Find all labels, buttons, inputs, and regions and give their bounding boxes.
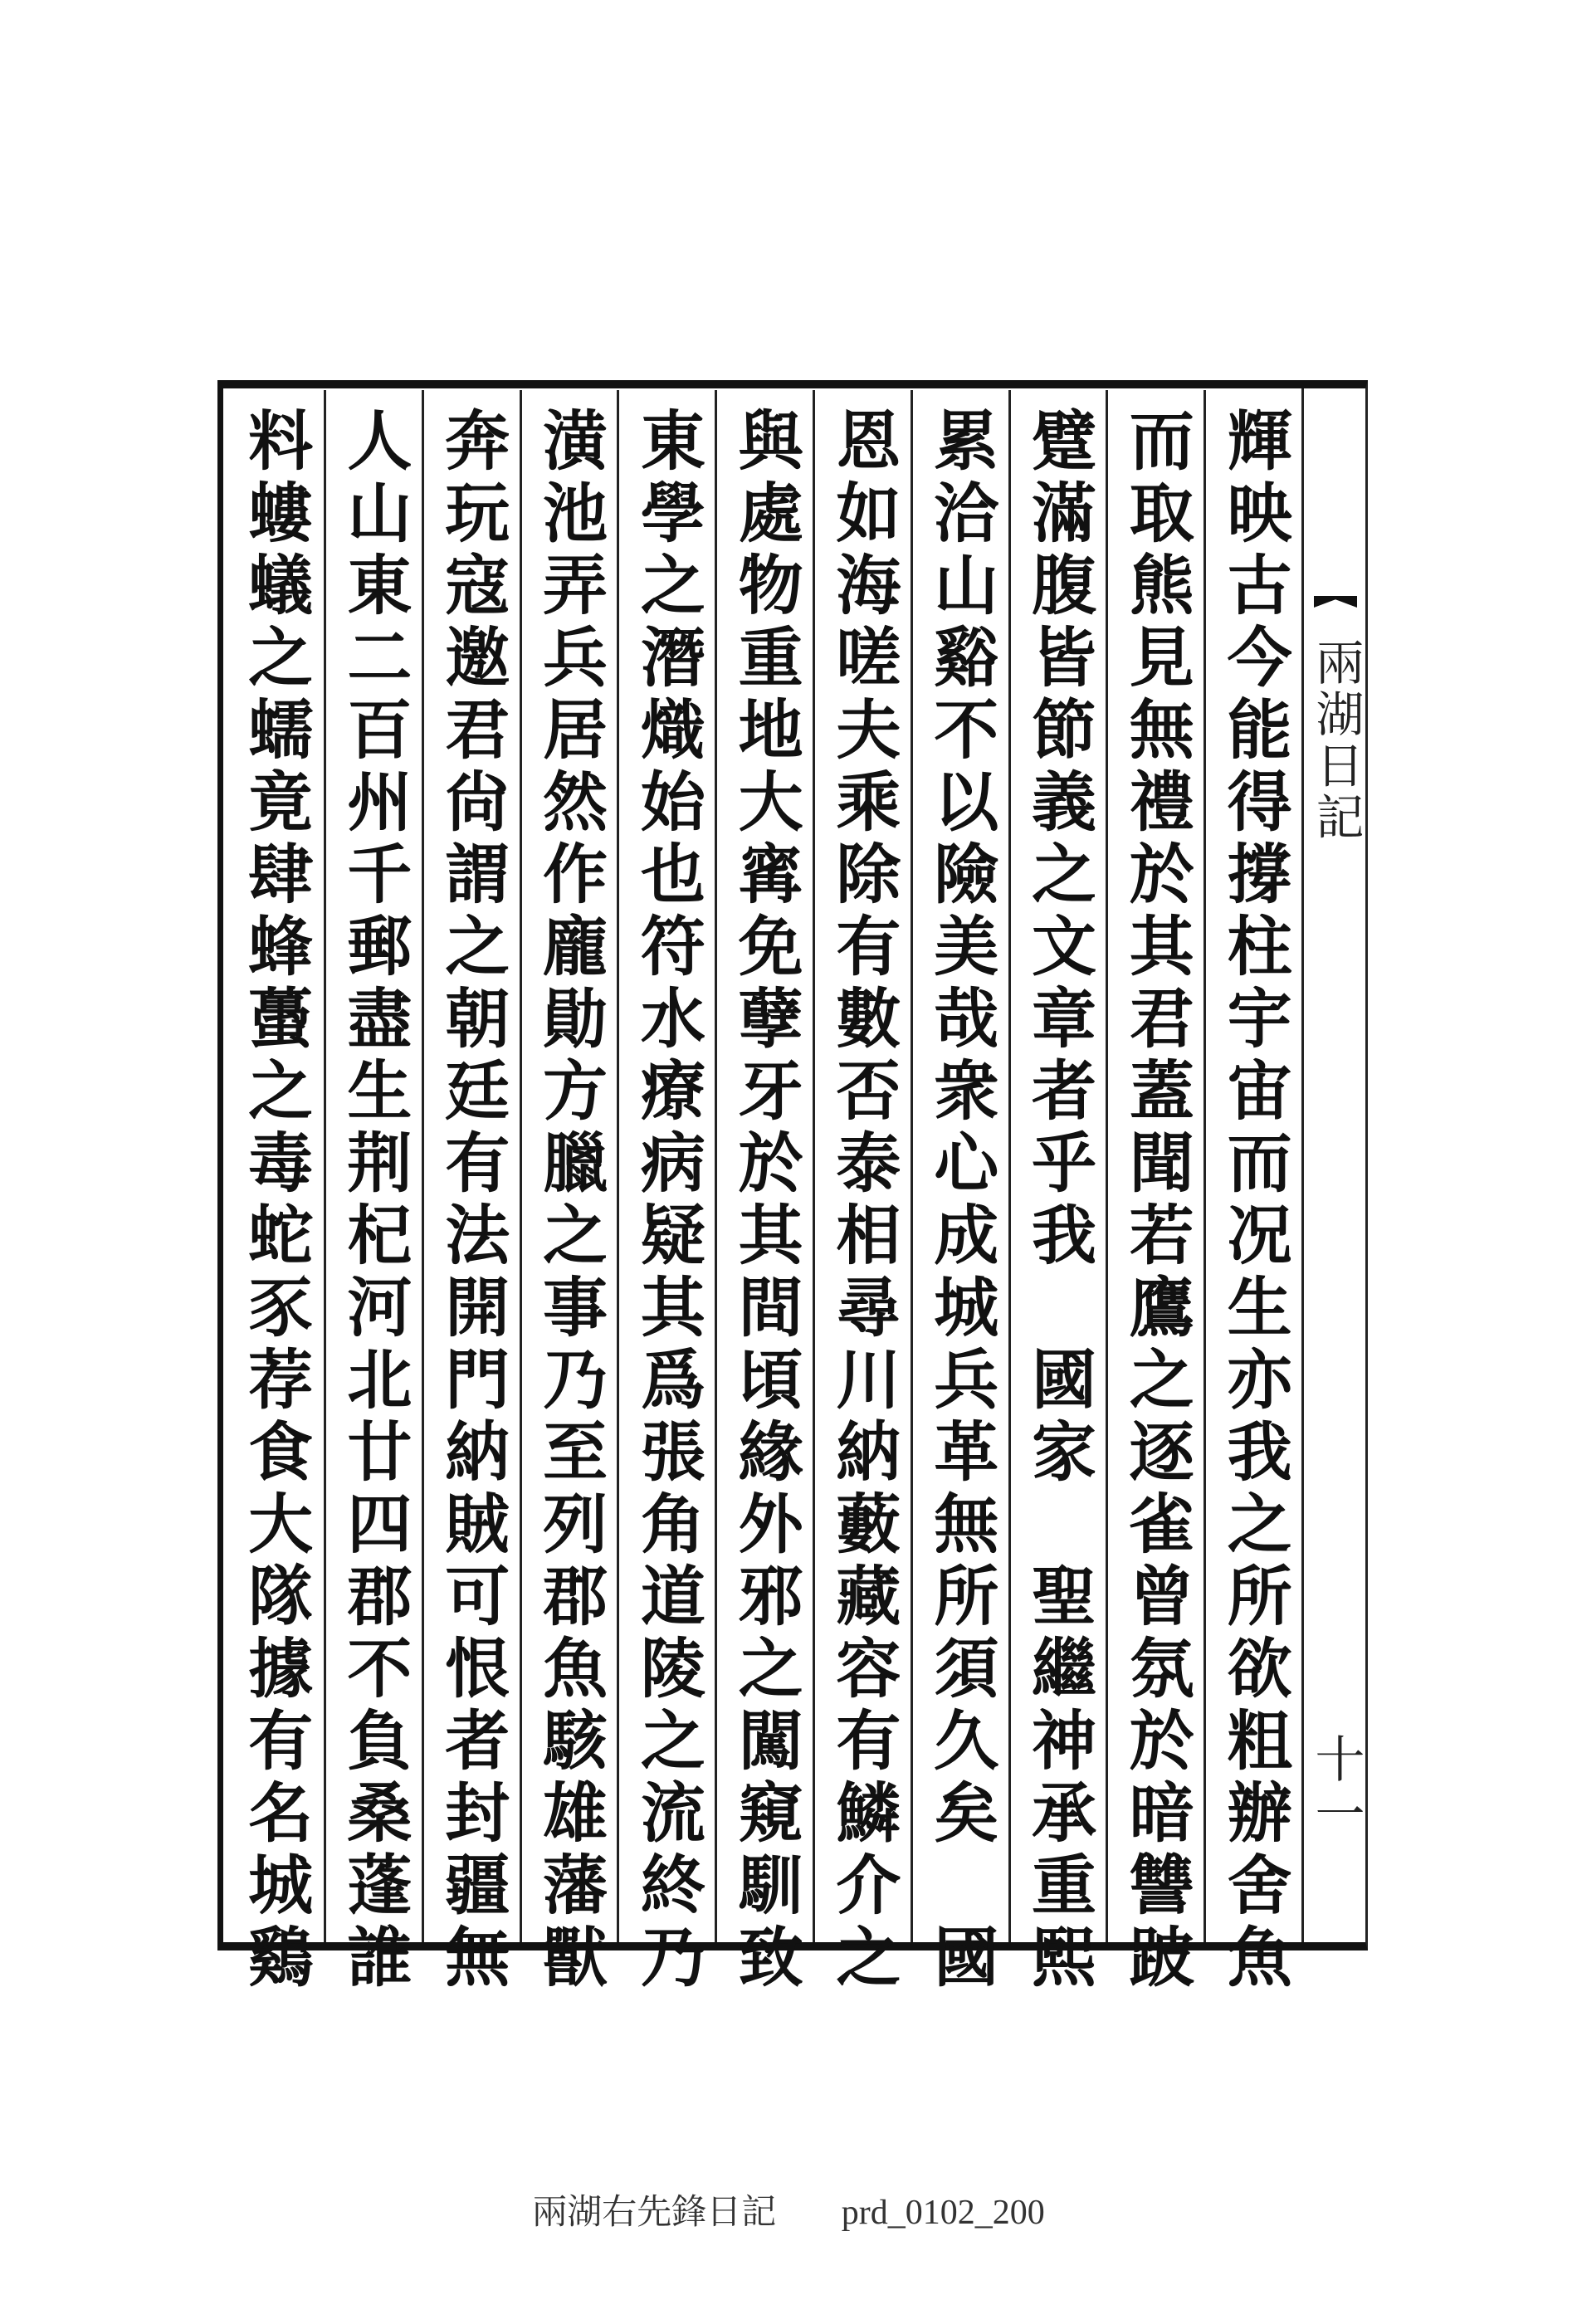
text-column xyxy=(813,390,911,1995)
text-column xyxy=(324,390,422,1995)
column-text: 東學之潛熾始也符水療病疑其爲張角道陵之流終乃 xyxy=(629,407,706,1995)
center-fold-margin xyxy=(1301,388,1368,1942)
text-column xyxy=(617,390,715,1995)
text-column xyxy=(226,390,324,1995)
image-caption xyxy=(0,2185,1577,2234)
text-column xyxy=(520,390,618,1995)
column-text: 潢池弄兵居然作龐勛方臘之事乃至列郡魚駭雄藩獸 xyxy=(532,407,608,1995)
column-text: 奔玩寇邀君尙謂之朝廷有法開門納賊可恨者封疆無 xyxy=(434,407,510,1995)
column-text: 人山東二百州千郵盡生荆杞河北廿四郡不負桑蓬誰 xyxy=(336,407,413,1995)
text-column xyxy=(715,390,813,1995)
column-text: 躄滿腹皆節義之文章者乎我 國家 聖繼神承重熙 xyxy=(1021,407,1096,1995)
column-text: 與處物重地大寗免孽牙於其間頃緣外邪之闖窺馴致 xyxy=(727,407,803,1995)
column-text: 輝映古今能得撐柱宇宙而况生亦我之所欲粗辦舍魚 xyxy=(1216,407,1292,1995)
column-text: 累洽山谿不以險美哉衆心成城兵革無所須久矣 國 xyxy=(923,407,999,1995)
text-column xyxy=(1204,390,1301,1995)
text-column xyxy=(422,390,520,1995)
margin-page-number: 十一 xyxy=(1306,1733,1365,1843)
column-text: 料螻蟻之蠕竟肆蜂蠆之毒蛇豕荐食大隊據有名城鷄 xyxy=(237,407,314,1995)
text-column xyxy=(911,390,1008,1995)
fish-tail-mark xyxy=(1314,596,1357,608)
caption-code: prd_0102_200 xyxy=(841,2194,1045,2232)
text-column xyxy=(1008,390,1106,1995)
text-column xyxy=(1106,390,1204,1995)
caption-title: 兩湖右先鋒日記 xyxy=(532,2194,777,2232)
text-columns xyxy=(226,390,1301,1995)
column-text: 恩如海嗟夫乘除有數否泰相尋川納藪藏容有鱗介之 xyxy=(825,407,901,1995)
column-text: 而取熊見無禮於其君蓋聞若鷹之逐雀曾氛於暗讐跛 xyxy=(1118,407,1194,1995)
margin-book-title: 兩湖日記 xyxy=(1307,637,1365,843)
